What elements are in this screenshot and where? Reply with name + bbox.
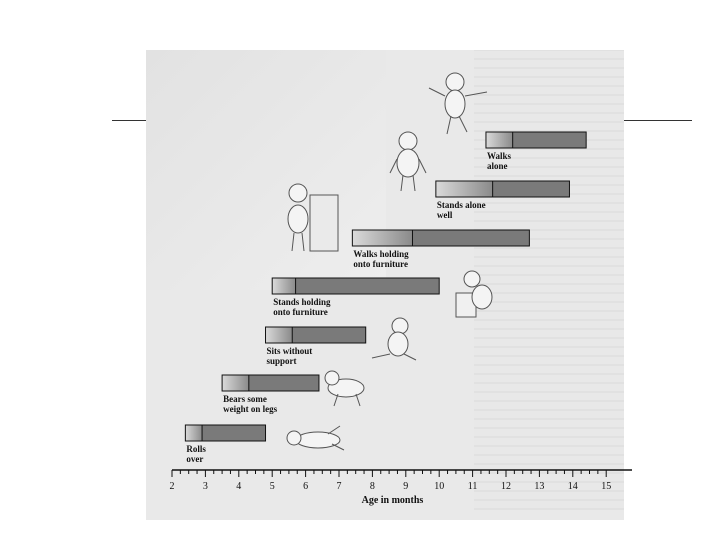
x-tick-label-15: 15	[601, 481, 612, 492]
x-tick-label-10: 10	[434, 481, 445, 492]
baby-rolling-illustration	[287, 426, 344, 450]
milestone-bar-late-6	[513, 132, 586, 148]
milestone-label-0-0: Rolls	[186, 444, 206, 454]
x-tick-label-7: 7	[336, 481, 342, 492]
x-tick-label-4: 4	[236, 481, 242, 492]
milestone-bar-early-3	[272, 278, 295, 294]
milestone-label-2-1: support	[266, 356, 297, 366]
milestone-bar-late-3	[296, 278, 440, 294]
x-tick-label-12: 12	[501, 481, 511, 492]
milestone-bar-early-1	[222, 375, 249, 391]
x-tick-label-11: 11	[467, 481, 478, 492]
milestone-label-5-1: well	[436, 210, 453, 220]
milestone-bar-early-5	[436, 181, 493, 197]
x-axis-title: Age in months	[361, 495, 424, 506]
milestone-bar-early-2	[266, 327, 293, 343]
baby-crawling-illustration	[325, 371, 364, 406]
milestone-1	[222, 375, 319, 414]
baby-standing-illustration	[390, 132, 426, 191]
milestone-label-0-1: over	[186, 454, 204, 464]
x-tick-label-9: 9	[403, 481, 409, 492]
milestone-label-3-1: onto furniture	[273, 307, 328, 317]
x-tick-label-2: 2	[169, 481, 175, 492]
milestone-label-1-0: Bears some	[223, 394, 267, 404]
baby-sitting-illustration	[372, 318, 416, 360]
milestone-bars	[185, 132, 586, 464]
milestone-label-2-0: Sits without	[266, 346, 313, 356]
milestone-bar-late-4	[412, 230, 529, 246]
x-axis	[170, 470, 633, 506]
milestone-3	[272, 278, 439, 317]
milestone-label-4-0: Walks holding	[353, 249, 409, 259]
milestone-bar-early-6	[486, 132, 513, 148]
milestone-4	[352, 230, 529, 269]
milestone-label-1-1: weight on legs	[223, 404, 278, 414]
milestone-label-3-0: Stands holding	[273, 297, 331, 307]
milestone-label-4-1: onto furniture	[353, 259, 408, 269]
x-tick-label-8: 8	[369, 481, 375, 492]
milestone-bar-late-2	[292, 327, 365, 343]
milestone-label-6-0: Walks	[486, 151, 511, 161]
milestone-label-6-1: alone	[486, 161, 508, 171]
milestone-bar-early-0	[185, 425, 202, 441]
baby-standing-at-box-illustration	[456, 271, 492, 317]
milestone-2	[266, 327, 366, 366]
x-tick-label-14: 14	[567, 481, 578, 492]
x-tick-label-5: 5	[269, 481, 275, 492]
milestone-0	[185, 425, 265, 464]
x-tick-label-3: 3	[202, 481, 208, 492]
x-tick-label-13: 13	[534, 481, 545, 492]
baby-holding-furniture-illustration	[288, 184, 338, 251]
milestone-6	[486, 132, 586, 171]
milestone-bar-early-4	[352, 230, 412, 246]
milestone-label-5-0: Stands alone	[436, 200, 486, 210]
milestone-bar-late-5	[493, 181, 570, 197]
x-tick-label-6: 6	[303, 481, 309, 492]
baby-walking-illustration	[429, 73, 487, 134]
milestone-bar-late-0	[202, 425, 265, 441]
milestone-5	[436, 181, 570, 220]
milestone-bar-late-1	[249, 375, 319, 391]
